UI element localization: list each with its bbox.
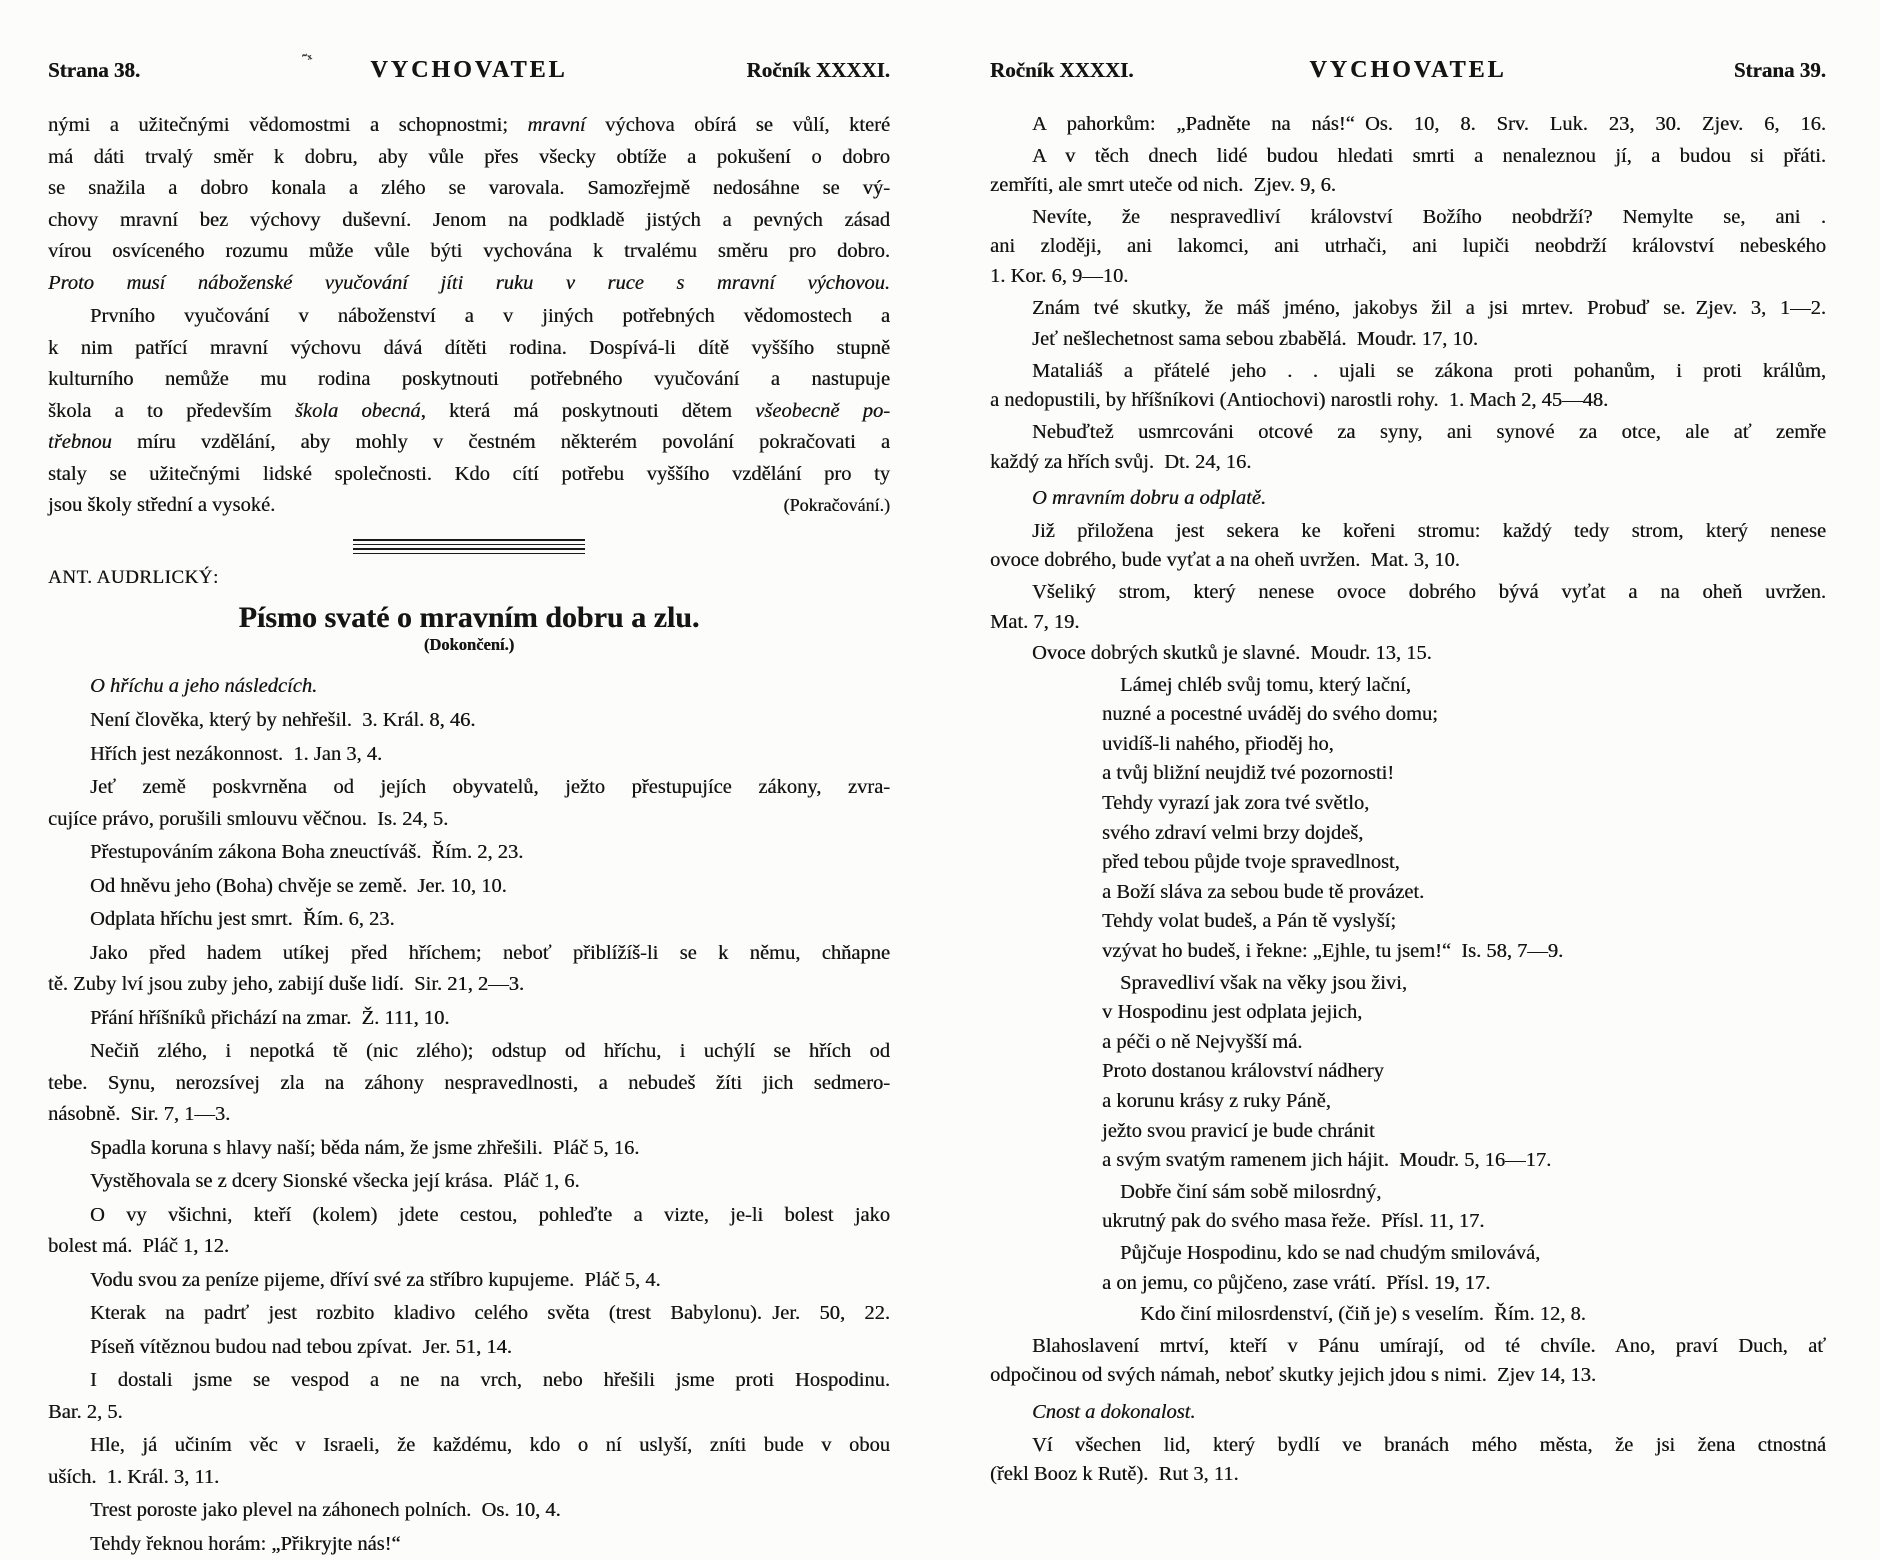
text-line: Píseň vítěznou budou nad tebou zpívat. Jer. 51, 14.: [48, 1332, 890, 1364]
text-line: O vy všichni, kteří (kolem) jdete cestou, pohleďte a vizte, je-li bolest jako: [48, 1200, 890, 1232]
text-line: Tehdy vyrazí jak zora tvé světlo,: [1102, 789, 1826, 819]
text-line: [48, 110, 890, 142]
text-line: [48, 427, 890, 459]
text-line: Proto dostanou království nádhery: [1102, 1057, 1826, 1087]
text-line: Ovoce dobrých skutků je slavné. Moudr. 13, 15.: [990, 639, 1826, 669]
text-line: Spadla koruna s hlavy naší; běda nám, že jsme zhřešili. Pláč 5, 16.: [48, 1133, 890, 1165]
text-line: Bar. 2, 5.: [48, 1397, 890, 1429]
paragraph: [48, 1200, 890, 1263]
page-39: [990, 58, 1826, 1490]
line-text: všeobecně po-: [755, 400, 890, 422]
text-line: před tebou půjde tvoje spravedlnost,: [1102, 848, 1826, 878]
paragraph: [48, 1332, 890, 1364]
text-line: a svým svatým ramenem jich hájit. Moudr. 5, 16—17.: [1102, 1146, 1826, 1176]
page-body: [48, 110, 890, 1560]
paragraph: [990, 325, 1826, 355]
text-line: [48, 396, 890, 428]
text-line: Jako před hadem utíkej před hříchem; neboť přiblížíš-li se k němu, chňapne: [48, 938, 890, 970]
poem-block: [990, 1300, 1826, 1330]
text-line: Dobře činí sám sobě milosrdný,: [1102, 1178, 1826, 1208]
text-line: Nečiň zlého, i nepotká tě (nic zlého); odstup od hříchu, i uchýlí se hřích od: [48, 1036, 890, 1068]
text-line: vírou osvíceného rozumu může vůle býti vychována k trvalému směru pro dobro.: [48, 236, 890, 268]
paragraph: [48, 772, 890, 835]
text-line: I dostali jsme se vespod a ne na vrch, nebo hřešili jsme proti Hospodinu.: [48, 1365, 890, 1397]
text-line: Spravedliví však na věky jsou živi,: [1102, 969, 1826, 999]
divider-rule: [353, 548, 585, 554]
paragraph: [990, 639, 1826, 669]
paragraph: [48, 1365, 890, 1428]
paragraph: [990, 142, 1826, 201]
page-38: [48, 58, 890, 1560]
line-text: mravní: [527, 114, 585, 136]
paragraph: [48, 705, 890, 737]
journal-title: VYCHOVATEL: [1309, 57, 1506, 84]
text-line: a péči o ně Nejvyšší má.: [1102, 1028, 1826, 1058]
text-line: ovoce dobrého, bude vyťat a na oheň uvržen. Mat. 3, 10.: [990, 546, 1826, 576]
text-line: a on jemu, co půjčeno, zase vrátí. Přísl. 19, 17.: [1102, 1269, 1826, 1299]
text-line: Tehdy řeknou horám: „Přikryjte nás!“: [48, 1529, 890, 1560]
text-line: cujíce právo, porušili smlouvu věčnou. Is. 24, 5.: [48, 804, 890, 836]
paragraph: [48, 1298, 890, 1330]
page-header: [48, 58, 890, 92]
paragraph: [990, 357, 1826, 416]
poem-block: [990, 1178, 1826, 1237]
line-text: , která má poskytnouti dětem: [421, 400, 756, 422]
paragraph: [990, 110, 1826, 140]
paragraph: [990, 294, 1826, 324]
divider-rule: [353, 539, 585, 545]
text-line: Proto musí náboženské vyučování jíti ruku v ruce s mravní výchovou.: [48, 268, 890, 300]
volume-label: Ročník XXXXI.: [746, 58, 890, 83]
text-line: Přestupováním zákona Boha zneuctíváš. Řím. 2, 23.: [48, 837, 890, 869]
text-line: vzývat ho budeš, i řekne: „Ejhle, tu jsem!“ Is. 58, 7—9.: [1102, 937, 1826, 967]
paragraph: [990, 517, 1826, 576]
paragraph: [48, 1166, 890, 1198]
text-line: Kdo činí milosrdenství, (čiň je) s veselím. Řím. 12, 8.: [1102, 1300, 1826, 1330]
text-line: Znám tvé skutky, že máš jméno, jakobys žil a jsi mrtev. Probuď se. Zjev. 3, 1—2.: [990, 294, 1826, 324]
paragraph: [48, 1529, 890, 1560]
paragraph: [990, 1332, 1826, 1391]
text-line: svého zdraví velmi brzy dojdeš,: [1102, 819, 1826, 849]
journal-title: VYCHOVATEL: [370, 57, 567, 84]
page-body: [990, 110, 1826, 1490]
article-subtitle: (Dokončení.): [48, 635, 890, 655]
text-line: každý za hřích svůj. Dt. 24, 16.: [990, 448, 1826, 478]
text-line: Půjčuje Hospodinu, kdo se nad chudým smilovává,: [1102, 1239, 1826, 1269]
text-line: ani zloději, ani lakomci, ani utrhači, ani lupiči neobdrží království nebeského: [990, 232, 1826, 262]
section-heading: Cnost a dokonalost.: [990, 1398, 1826, 1428]
text-line: v Hospodinu jest odplata jejich,: [1102, 998, 1826, 1028]
text-line: má dáti trvalý směr k dobru, aby vůle přes všecky obtíže a pokušení o dobro: [48, 142, 890, 174]
section-heading: O hříchu a jeho následcích.: [48, 671, 890, 703]
text-line: Hřích jest nezákonnost. 1. Jan 3, 4.: [48, 739, 890, 771]
poem-block: [990, 1239, 1826, 1298]
line-text: jsou školy střední a vysoké.: [48, 490, 275, 522]
paragraph: [990, 203, 1826, 292]
paragraph: [48, 110, 890, 299]
text-line: Hle, já učiním věc v Israeli, že každému, kdo o ní uslyší, zníti bude v obou: [48, 1430, 890, 1462]
text-line: zemříti, ale smrt uteče od nich. Zjev. 9, 6.: [990, 171, 1826, 201]
text-line: Blahoslavení mrtví, kteří v Pánu umírají, od té chvíle. Ano, praví Duch, ať: [990, 1332, 1826, 1362]
text-line: a Boží sláva za sebou bude tě provázet.: [1102, 878, 1826, 908]
line-text: výchova obírá se vůlí, které: [586, 114, 890, 136]
volume-label: Ročník XXXXI.: [990, 58, 1134, 83]
paragraph: [990, 418, 1826, 477]
text-line: A v těch dnech lidé budou hledati smrti a nenaleznou jí, a budou si přáti.: [990, 142, 1826, 172]
text-line: násobně. Sir. 7, 1—3.: [48, 1099, 890, 1131]
text-line: Vystěhovala se z dcery Sionské všecka její krása. Pláč 1, 6.: [48, 1166, 890, 1198]
line-text: nými a užitečnými vědomostmi a schopnostmi;: [48, 114, 527, 136]
text-line: Všeliký strom, který nenese ovoce dobrého bývá vyťat a na oheň uvržen.: [990, 578, 1826, 608]
text-line: Odplata hříchu jest smrt. Řím. 6, 23.: [48, 904, 890, 936]
article-title: Písmo svaté o mravním dobru a zlu.: [48, 601, 890, 635]
paragraph: [48, 938, 890, 1001]
text-line: Nebuďtež usmrcováni otcové za syny, ani synové za otce, ale ať zemře: [990, 418, 1826, 448]
text-line: A pahorkům: „Padněte na nás!“ Os. 10, 8. Srv. Luk. 23, 30. Zjev. 6, 16.: [990, 110, 1826, 140]
page-header: [990, 58, 1826, 92]
line-text: škola obecná: [295, 400, 421, 422]
text-line: a korunu krásy z ruky Páně,: [1102, 1087, 1826, 1117]
text-line: se snažila a dobro konala a zlého se varovala. Samozřejmě nedosáhne se vý-: [48, 173, 890, 205]
paragraph: [48, 871, 890, 903]
line-text: míru vzdělání, aby mohly v čestném některém povolání pokračovati a: [112, 431, 890, 453]
line-text: třebnou: [48, 431, 112, 453]
text-line: uvidíš-li nahého, přioděj ho,: [1102, 730, 1826, 760]
page-number-label: Strana 38.: [48, 58, 140, 83]
paragraph: [48, 1036, 890, 1131]
paragraph: [48, 1430, 890, 1493]
line-text: škola a to především: [48, 400, 295, 422]
text-line: a tvůj bližní neujdiž tvé pozornosti!: [1102, 759, 1826, 789]
continuation-note: (Pokračování.): [784, 490, 890, 522]
paragraph: [990, 1431, 1826, 1490]
text-line: Trest poroste jako plevel na záhonech polních. Os. 10, 4.: [48, 1495, 890, 1527]
article-author: ANT. AUDRLICKÝ:: [48, 567, 890, 589]
paragraph: [48, 1003, 890, 1035]
section-divider: [353, 539, 585, 554]
text-line: bolest má. Pláč 1, 12.: [48, 1231, 890, 1263]
text-line: 1. Kor. 6, 9—10.: [990, 262, 1826, 292]
paragraph: [48, 301, 890, 522]
text-line: staly se užitečnými lidské společnosti. Kdo cítí potřebu vyššího vzdělání pro ty: [48, 459, 890, 491]
paragraph: [48, 904, 890, 936]
poem-block: [990, 969, 1826, 1176]
text-line: Lámej chléb svůj tomu, který lační,: [1102, 671, 1826, 701]
poem-block: [990, 671, 1826, 967]
section-heading: O mravním dobru a odplatě.: [990, 484, 1826, 514]
text-line: Jeť země poskvrněna od jejích obyvatelů, ježto přestupujíce zákony, zvra-: [48, 772, 890, 804]
text-line: nuzné a pocestné uváděj do svého domu;: [1102, 700, 1826, 730]
text-line: chovy mravní bez výchovy duševní. Jenom na podkladě jistých a pevných zásad: [48, 205, 890, 237]
page-number-label: Strana 39.: [1734, 58, 1826, 83]
text-line: odpočinou od svých námah, neboť skutky jejich jdou s nimi. Zjev 14, 13.: [990, 1361, 1826, 1391]
text-line: Prvního vyučování v náboženství a v jiných potřebných vědomostech a: [48, 301, 890, 333]
text-line: Mataliáš a přátelé jeho . . ujali se zákona proti pohanům, i proti králům,: [990, 357, 1826, 387]
text-line: Nevíte, že nespravedliví království Božího neobdrží? Nemylte se, ani .: [990, 203, 1826, 233]
text-line: Kterak na padrť jest rozbito kladivo celého světa (trest Babylonu). Jer. 50, 22.: [48, 1298, 890, 1330]
text-line: k nim patřící mravní výchovu dává dítěti rodina. Dospívá-li dítě vyššího stupně: [48, 333, 890, 365]
text-line: Od hněvu jeho (Boha) chvěje se země. Jer. 10, 10.: [48, 871, 890, 903]
text-line: Jeť nešlechetnost sama sebou zbabělá. Moudr. 17, 10.: [990, 325, 1826, 355]
text-line: ježto svou pravicí je bude chránit: [1102, 1117, 1826, 1147]
paragraph: [48, 1133, 890, 1165]
text-line: uších. 1. Král. 3, 11.: [48, 1462, 890, 1494]
text-line: ukrutný pak do svého masa řeže. Přísl. 11, 17.: [1102, 1207, 1826, 1237]
text-line: Již přiložena jest sekera ke kořeni stromu: každý tedy strom, který nenese: [990, 517, 1826, 547]
paragraph: [48, 1265, 890, 1297]
text-line: (řekl Booz k Rutě). Rut 3, 11.: [990, 1460, 1826, 1490]
paragraph: [48, 739, 890, 771]
text-line: Tehdy volat budeš, a Pán tě vyslyší;: [1102, 907, 1826, 937]
text-line: [48, 490, 890, 522]
text-line: Není člověka, který by nehřešil. 3. Král. 8, 46.: [48, 705, 890, 737]
text-line: kulturního nemůže mu rodina poskytnouti potřebného vyučování a nastupuje: [48, 364, 890, 396]
text-line: tě. Zuby lví jsou zuby jeho, zabijí duše lidí. Sir. 21, 2—3.: [48, 969, 890, 1001]
text-line: tebe. Synu, nerozsívej zla na záhony nespravedlnosti, a nebudeš žíti jich sedmero-: [48, 1068, 890, 1100]
paragraph: [990, 578, 1826, 637]
text-line: Vodu svou za peníze pijeme, dříví své za stříbro kupujeme. Pláč 5, 4.: [48, 1265, 890, 1297]
text-line: Přání hříšníků přichází na zmar. Ž. 111, 10.: [48, 1003, 890, 1035]
ink-smudge: ˜ˣ: [301, 51, 314, 70]
text-line: a nedopustili, by hříšníkovi (Antiochovi) narostli rohy. 1. Mach 2, 45—48.: [990, 386, 1826, 416]
paragraph: [48, 837, 890, 869]
text-line: Mat. 7, 19.: [990, 608, 1826, 638]
text-line: Ví všechen lid, který bydlí ve branách mého města, že jsi žena ctnostná: [990, 1431, 1826, 1461]
